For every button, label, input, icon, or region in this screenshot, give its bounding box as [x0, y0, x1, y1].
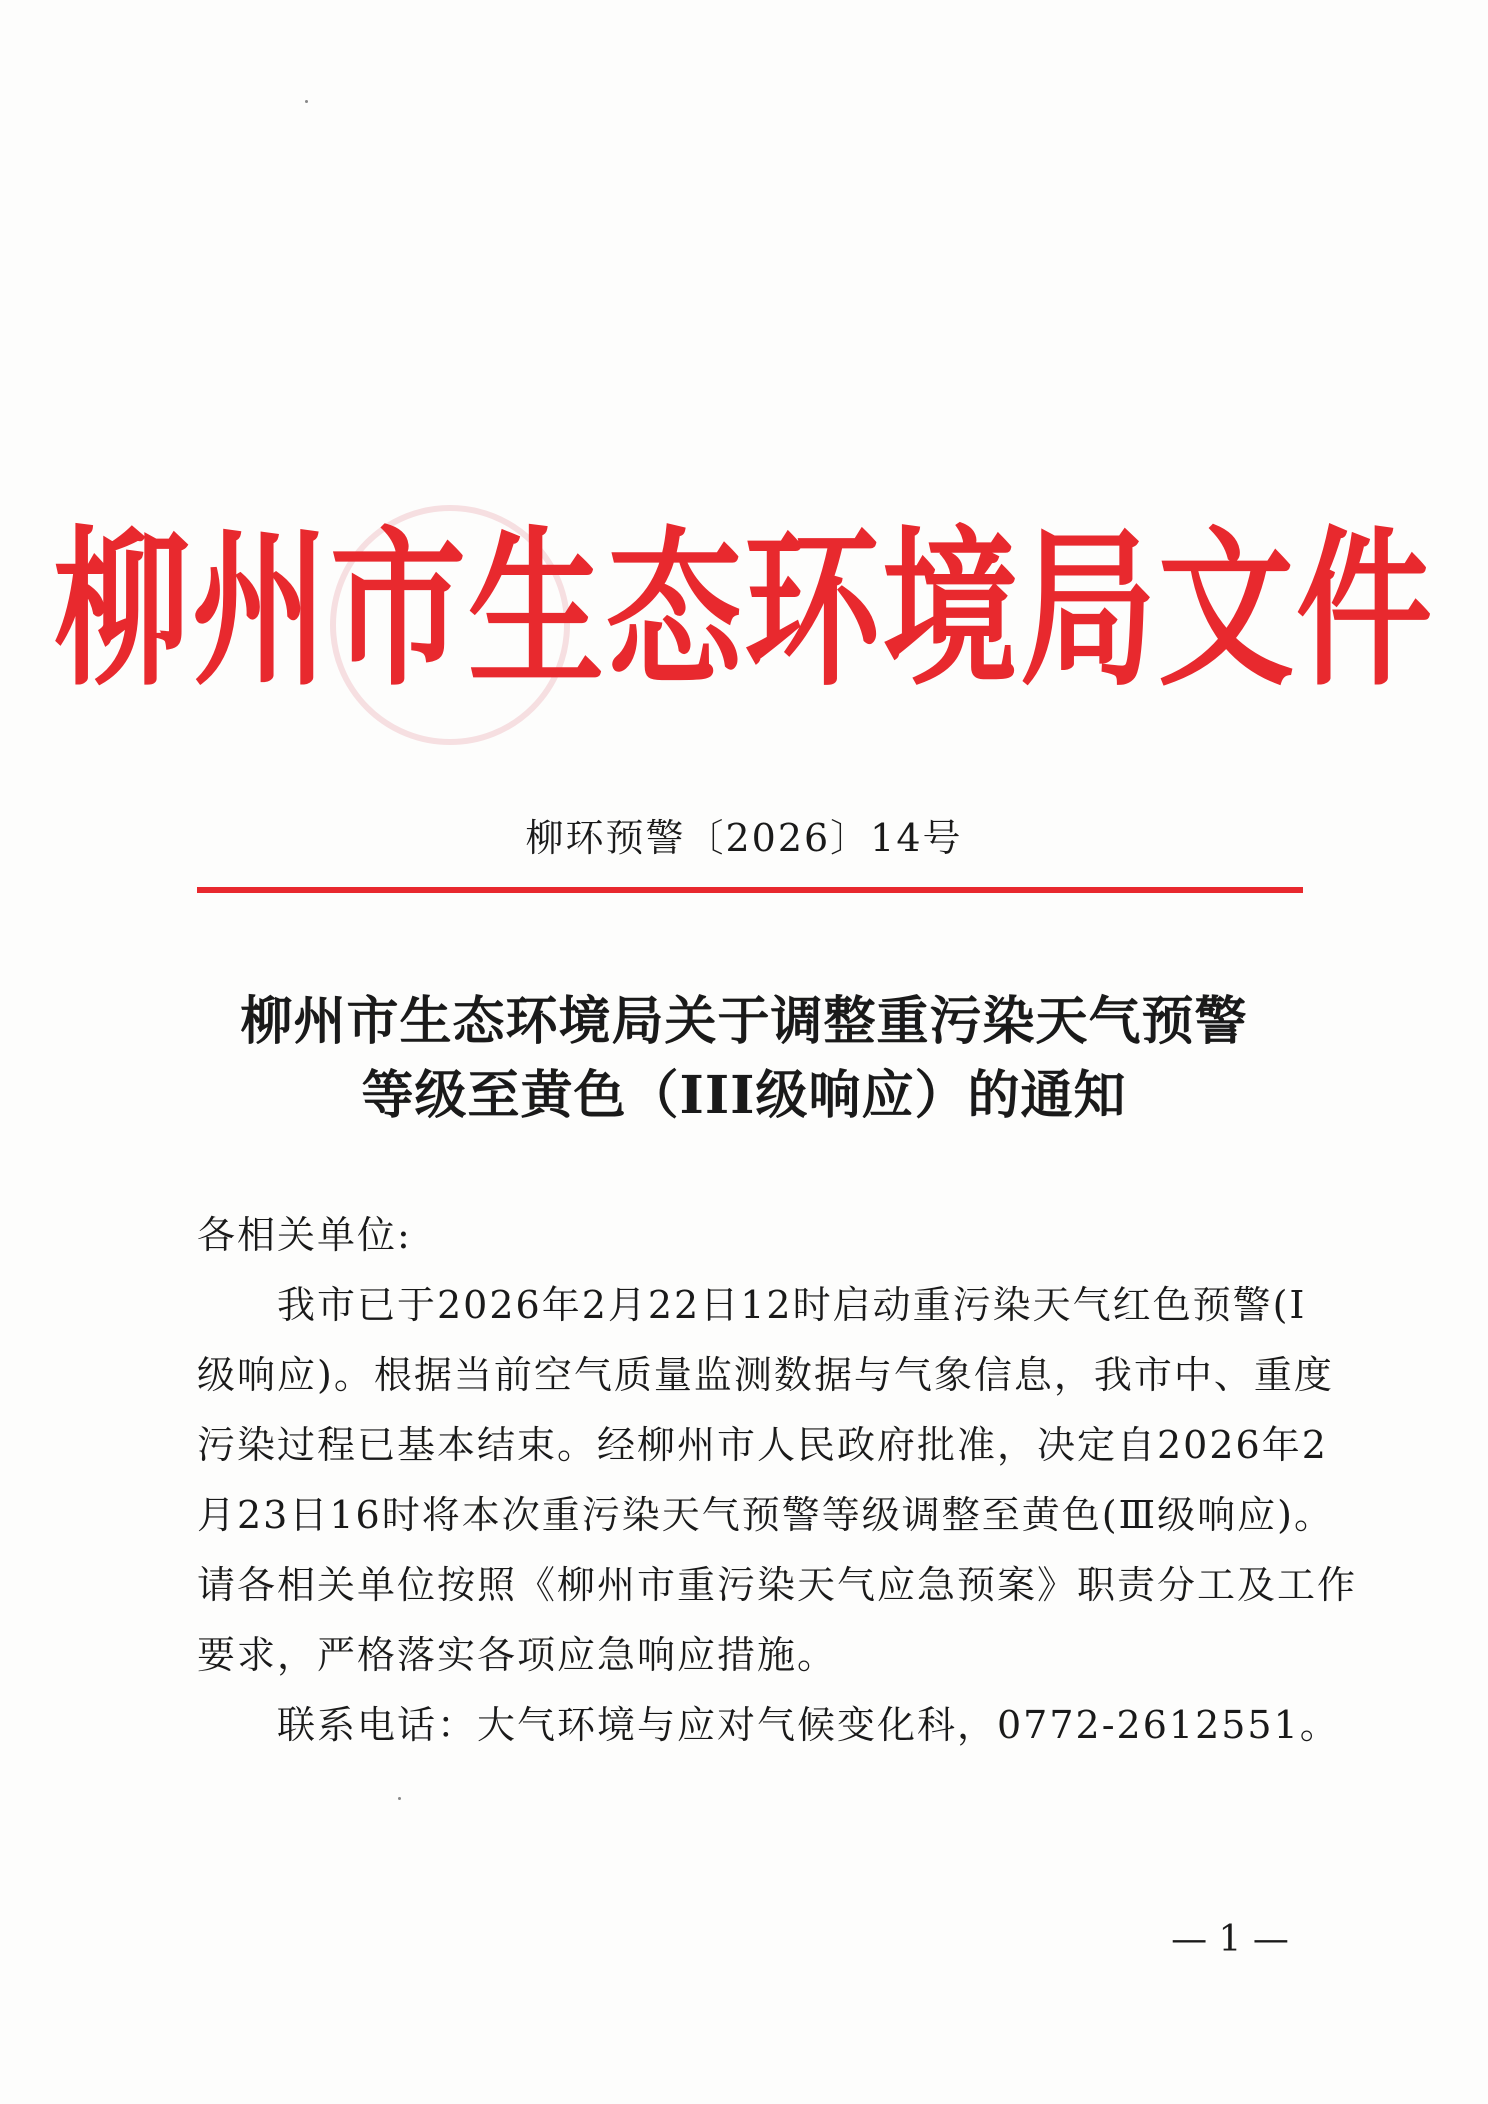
scan-speck	[398, 1797, 401, 1800]
body-line: 请各相关单位按照《柳州市重污染天气应急预案》职责分工及工作	[197, 1563, 1358, 1607]
body-line: 级响应)。根据当前空气质量监测数据与气象信息，我市中、重度	[197, 1353, 1334, 1397]
body-line: 我市已于2026年2月22日12时启动重污染天气红色预警(Ⅰ	[277, 1283, 1307, 1327]
contact-line: 联系电话：大气环境与应对气候变化科，0772-2612551。	[277, 1703, 1340, 1747]
masthead-title: 柳州市生态环境局文件	[54, 512, 1434, 710]
red-divider-line	[197, 887, 1303, 893]
notice-title-line-2: 等级至黄色（III级响应）的通知	[361, 1065, 1127, 1126]
scan-speck	[305, 100, 308, 103]
body-line: 污染过程已基本结束。经柳州市人民政府批准，决定自2026年2	[197, 1423, 1328, 1467]
notice-title-line-1: 柳州市生态环境局关于调整重污染天气预警	[240, 991, 1248, 1052]
page-number: — 1 —	[1171, 1919, 1289, 1960]
body-line: 要求，严格落实各项应急响应措施。	[197, 1633, 838, 1677]
notice-title	[0, 985, 1488, 1133]
document-number: 柳环预警〔2026〕14号	[525, 816, 963, 860]
notice-body	[197, 1200, 1358, 1760]
body-line: 月23日16时将本次重污染天气预警等级调整至黄色(Ⅲ级响应)。	[197, 1493, 1335, 1537]
salutation: 各相关单位:	[197, 1213, 412, 1257]
